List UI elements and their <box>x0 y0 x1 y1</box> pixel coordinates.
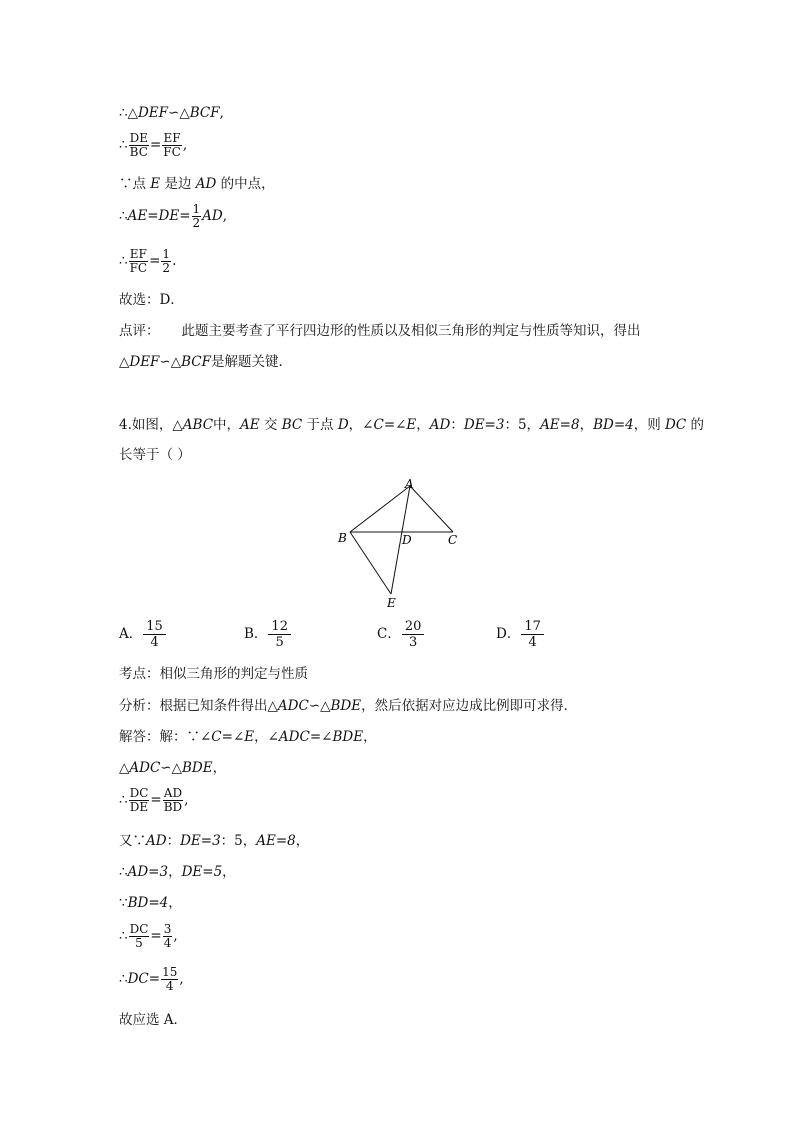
option-d[interactable] <box>496 619 545 650</box>
option-a[interactable] <box>119 619 167 650</box>
jieda-label: 解答： <box>119 729 160 745</box>
text: ， <box>222 864 236 880</box>
math-expression: BD=4 <box>127 895 169 911</box>
text: 中， <box>213 417 241 433</box>
segment-be <box>350 532 391 594</box>
kaodian-line <box>119 666 308 682</box>
denominator: 2 <box>162 261 171 275</box>
math-expression: DE=5 <box>181 864 223 880</box>
geometry-figure <box>330 472 470 612</box>
question-4-stem-2: 长等于（ ） <box>119 447 191 463</box>
text: 根据已知条件得出 <box>159 698 268 714</box>
therefore-symbol: ∴ <box>119 253 128 269</box>
text: ， <box>212 760 227 776</box>
text: ， <box>363 729 377 745</box>
therefore-symbol: ∴ <box>119 928 128 944</box>
comment-line <box>119 323 641 339</box>
therefore-symbol: ∴ <box>119 137 128 153</box>
punctuation: , <box>219 105 224 121</box>
math-var: E <box>150 176 161 192</box>
punctuation: , <box>179 971 184 987</box>
jieda-line <box>119 729 377 745</box>
denominator: 5 <box>135 936 143 950</box>
math-expression: ∠ADC=∠BDE <box>267 729 364 745</box>
option-letter: A． <box>119 626 143 642</box>
numerator: DE <box>129 131 148 145</box>
fraction <box>143 619 166 650</box>
text: 的中点， <box>216 176 275 192</box>
fraction <box>192 203 202 230</box>
solution-line-3 <box>119 787 188 814</box>
denominator: BC <box>129 145 148 159</box>
because-symbol: ∵ <box>119 176 133 192</box>
denominator: 4 <box>165 979 174 993</box>
option-b[interactable] <box>244 619 292 650</box>
kaodian-label: 考点： <box>119 666 160 682</box>
text: ，则 <box>633 417 666 433</box>
denominator: 4 <box>163 936 172 950</box>
label-d: D <box>402 533 412 547</box>
numerator: AD <box>163 786 183 800</box>
punctuation: , <box>173 928 178 944</box>
fraction <box>161 966 178 993</box>
kaodian-text: 相似三角形的判定与性质 <box>159 666 308 682</box>
line-ae-de-half <box>119 203 227 230</box>
comment-label: 点评： <box>119 323 160 339</box>
text: 点 <box>132 176 151 192</box>
text: 如图， <box>131 417 173 433</box>
punctuation: , <box>184 792 189 808</box>
fraction <box>161 248 171 275</box>
text: ， <box>579 417 594 433</box>
comment-text: 此题主要考查了平行四边形的性质以及相似三角形的判定与性质等知识，得出 <box>181 323 641 339</box>
text: ：5， <box>220 833 257 849</box>
math-expression: ∠C=∠E <box>362 417 417 433</box>
equals-sign: = <box>150 928 162 944</box>
fraction <box>521 619 544 650</box>
segment-ac <box>410 486 453 532</box>
comment-line-2 <box>119 354 292 370</box>
math-expression: AE=8 <box>540 417 580 433</box>
question-4-stem <box>119 417 704 433</box>
numerator: 17 <box>521 619 544 635</box>
option-letter: D． <box>496 626 521 642</box>
numerator: EF <box>163 131 181 145</box>
line-ratio-ef-fc <box>119 248 176 275</box>
math-var: DC <box>665 417 687 433</box>
fraction <box>162 132 182 159</box>
text: ， <box>168 864 182 880</box>
solution-line-6 <box>119 895 182 911</box>
numerator: 1 <box>192 202 201 216</box>
solution-line-7 <box>119 923 178 950</box>
label-a: A <box>405 477 414 491</box>
numerator: 1 <box>162 247 171 261</box>
denominator: 4 <box>150 635 159 650</box>
text: ， <box>168 895 182 911</box>
therefore-symbol: ∴ <box>119 208 128 224</box>
math-var: AD <box>429 417 451 433</box>
equals-sign: = <box>149 137 162 153</box>
text: 是边 <box>160 176 196 192</box>
fraction <box>129 132 149 159</box>
denominator: 4 <box>528 635 537 650</box>
fenxi-label: 分析： <box>119 698 160 714</box>
math-expression: △ABC <box>172 417 214 433</box>
label-c: C <box>448 533 458 547</box>
therefore-symbol: ∴ <box>119 971 128 987</box>
option-letter: B． <box>244 626 268 642</box>
text: ：5， <box>504 417 541 433</box>
fraction <box>129 248 149 275</box>
text: ， <box>295 833 310 849</box>
math-var: AD <box>195 176 217 192</box>
denominator: 3 <box>408 635 418 650</box>
label-e: E <box>387 596 396 610</box>
line-midpoint <box>119 176 275 192</box>
equals-sign: = <box>149 253 161 269</box>
math-expression: BD=4 <box>593 417 634 433</box>
text: ，然后依据对应边成比例即可求得． <box>361 698 578 714</box>
denominator: DE <box>129 800 149 814</box>
text: ： <box>450 417 464 433</box>
fraction <box>163 923 173 950</box>
math-var: AD <box>146 833 167 849</box>
punctuation: , <box>182 137 188 153</box>
text: 的 <box>686 417 704 433</box>
denominator: 5 <box>275 635 284 650</box>
math-expression: AE=8 <box>256 833 296 849</box>
therefore-symbol: ∴ <box>119 792 128 808</box>
question-number: 4. <box>119 417 132 433</box>
therefore-symbol: ∴ <box>119 105 128 121</box>
numerator: DC <box>129 922 149 936</box>
numerator: 3 <box>163 922 172 936</box>
therefore-symbol: ∴ <box>119 864 128 880</box>
because-symbol: ∵ <box>119 895 128 911</box>
numerator: 15 <box>143 619 166 635</box>
math-var: BC <box>281 417 303 433</box>
math-var: D <box>337 417 349 433</box>
numerator: DC <box>129 786 149 800</box>
text: 解：∵ <box>159 729 200 745</box>
math-expression: DE=3 <box>180 833 221 849</box>
answer-line: 故选：D． <box>119 292 184 308</box>
line-ratio-de-bc <box>119 132 187 159</box>
fenxi-line <box>119 698 577 714</box>
math-expression: DC= <box>127 971 161 987</box>
math-expression: DE=3 <box>463 417 505 433</box>
math-expression: ∠C=∠E <box>200 729 255 745</box>
denominator: BD <box>163 800 183 814</box>
fraction <box>402 619 425 650</box>
numerator: 15 <box>162 965 178 979</box>
numerator: 12 <box>268 619 291 635</box>
text: ， <box>254 729 268 745</box>
math-expression: △DEF∽△BCF <box>127 105 220 121</box>
math-var: AE <box>240 417 260 433</box>
comment-text: 是解题关键． <box>211 354 292 370</box>
text: 又∵ <box>119 833 146 849</box>
solution-line-8 <box>119 966 184 993</box>
segment-ab <box>350 486 410 532</box>
numerator: 20 <box>402 619 425 635</box>
line-similar-triangles <box>119 105 224 121</box>
solution-line-2 <box>119 760 226 776</box>
solution-line-5 <box>119 864 236 880</box>
option-c[interactable] <box>377 619 425 650</box>
punctuation: . <box>172 253 177 269</box>
numerator: EF <box>129 247 147 261</box>
option-letter: C． <box>377 626 401 642</box>
text: ， <box>348 417 363 433</box>
math-var: AD <box>202 208 223 224</box>
fraction <box>129 923 150 950</box>
math-expression: △ADC∽△BDE <box>119 760 213 776</box>
math-expression: △ADC∽△BDE <box>267 698 362 714</box>
fraction <box>163 787 183 814</box>
text: 于点 <box>302 417 338 433</box>
denominator: FC <box>163 145 181 159</box>
label-b: B <box>338 531 347 545</box>
final-answer-line: 故应选 A． <box>119 1012 188 1028</box>
math-expression: AD=3 <box>127 864 169 880</box>
denominator: FC <box>129 261 148 275</box>
text: ： <box>166 833 181 849</box>
fraction <box>268 619 291 650</box>
solution-line-4 <box>119 833 309 849</box>
fraction <box>129 787 150 814</box>
text: 交 <box>259 417 282 433</box>
math-expression: AE=DE= <box>127 208 191 224</box>
equals-sign: = <box>150 792 162 808</box>
denominator: 2 <box>192 216 201 230</box>
text: ， <box>416 417 430 433</box>
math-expression: △DEF∽△BCF <box>119 354 211 370</box>
punctuation: , <box>222 208 228 224</box>
